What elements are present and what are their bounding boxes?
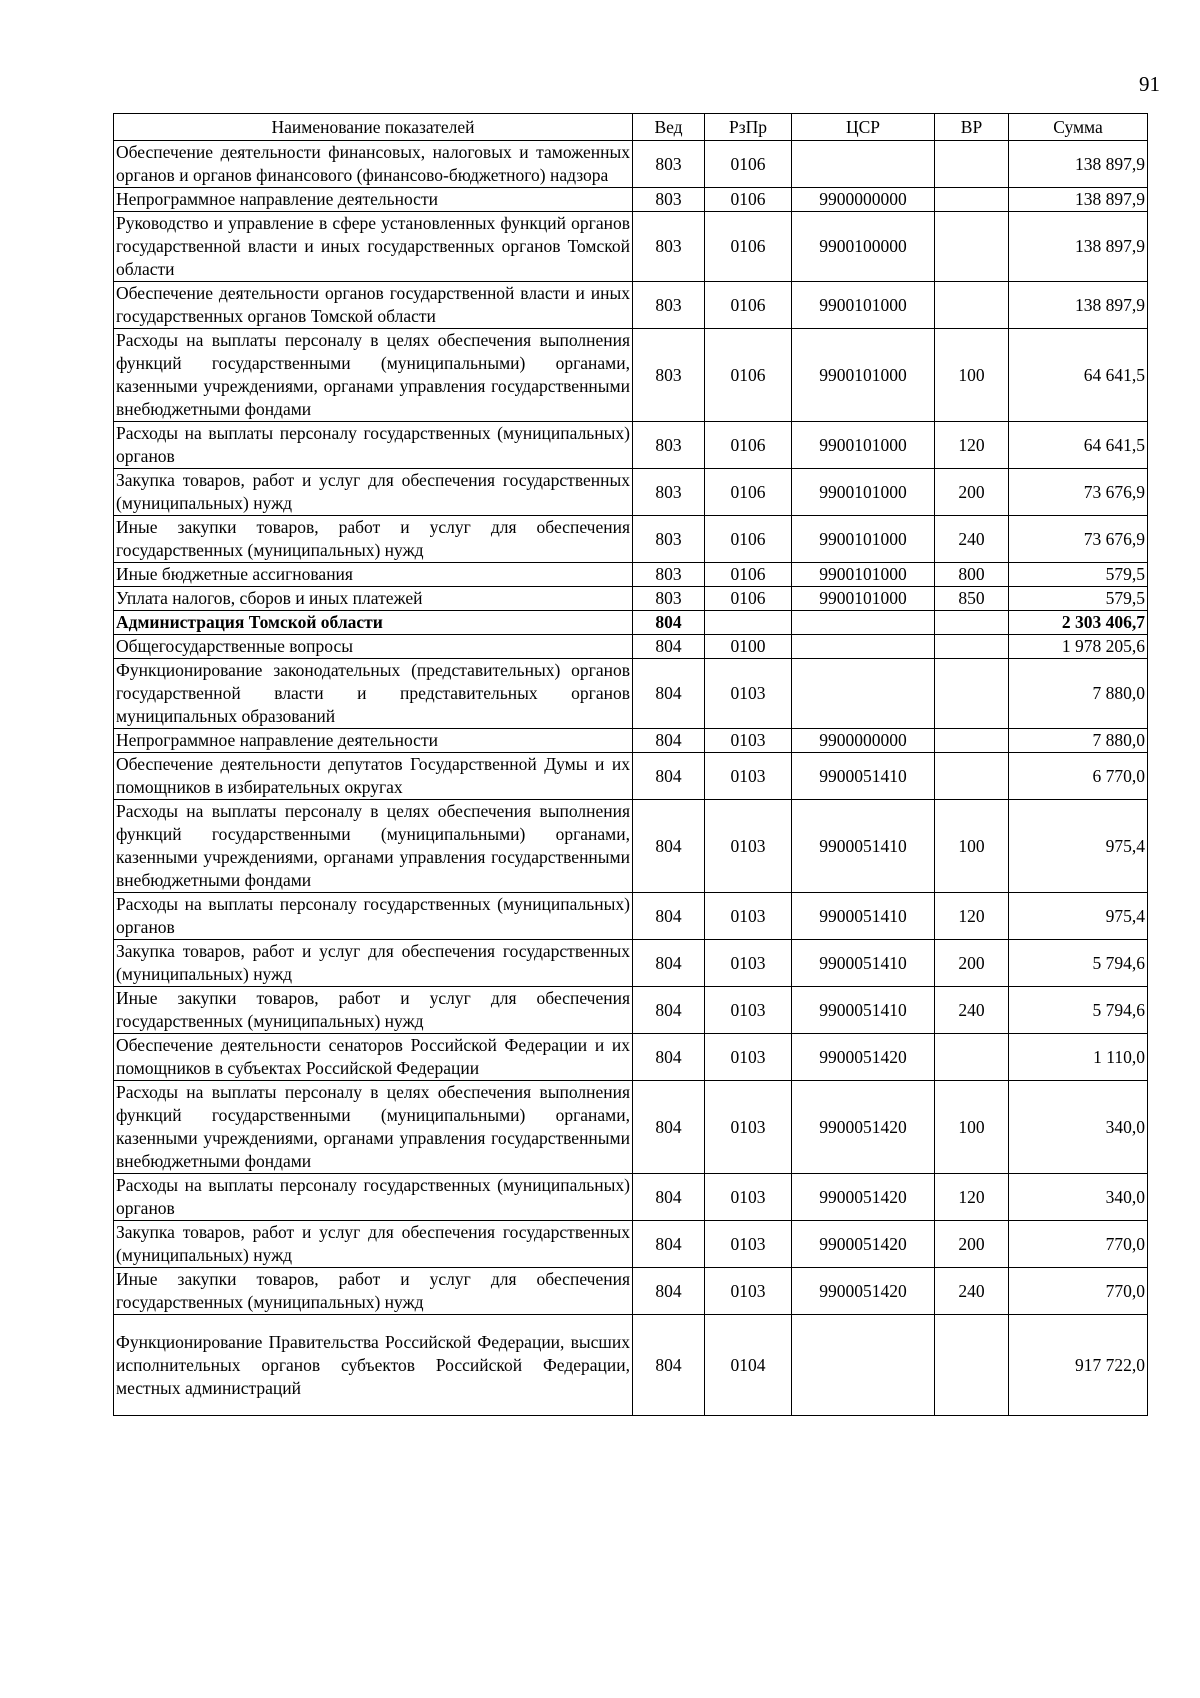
cell-sum: 340,0 — [1009, 1174, 1148, 1221]
cell-ved: 803 — [633, 469, 705, 516]
header-rzpr: РзПр — [705, 114, 792, 141]
cell-ved: 804 — [633, 659, 705, 729]
cell-name: Расходы на выплаты персоналу в целях обеспечения выполнения функций государственными (муниципальными) органами, казенными учреждениями, органами управления государственными внебюджетными фондами — [114, 329, 633, 422]
cell-name: Непрограммное направление деятельности — [114, 188, 633, 212]
cell-vr: 200 — [935, 469, 1009, 516]
cell-ved: 803 — [633, 516, 705, 563]
cell-sum: 975,4 — [1009, 893, 1148, 940]
cell-vr — [935, 141, 1009, 188]
cell-sum: 138 897,9 — [1009, 282, 1148, 329]
cell-rzpr: 0106 — [705, 329, 792, 422]
cell-csr: 9900051420 — [792, 1034, 935, 1081]
cell-vr — [935, 1315, 1009, 1416]
cell-rzpr: 0106 — [705, 188, 792, 212]
cell-rzpr: 0103 — [705, 940, 792, 987]
cell-csr — [792, 1315, 935, 1416]
cell-ved: 803 — [633, 422, 705, 469]
table-header-row — [114, 114, 1148, 141]
cell-name: Иные бюджетные ассигнования — [114, 563, 633, 587]
cell-name: Общегосударственные вопросы — [114, 635, 633, 659]
cell-csr: 9900100000 — [792, 212, 935, 282]
cell-csr: 9900101000 — [792, 563, 935, 587]
table-row — [114, 1221, 1148, 1268]
cell-rzpr: 0106 — [705, 282, 792, 329]
cell-sum: 138 897,9 — [1009, 212, 1148, 282]
table-row — [114, 1268, 1148, 1315]
cell-rzpr: 0106 — [705, 563, 792, 587]
budget-table — [113, 113, 1148, 1416]
cell-rzpr: 0103 — [705, 1268, 792, 1315]
cell-sum: 5 794,6 — [1009, 940, 1148, 987]
cell-ved: 804 — [633, 893, 705, 940]
cell-vr: 240 — [935, 1268, 1009, 1315]
cell-vr: 120 — [935, 893, 1009, 940]
cell-name: Обеспечение деятельности органов государственной власти и иных государственных органов Томской области — [114, 282, 633, 329]
cell-name: Расходы на выплаты персоналу государственных (муниципальных) органов — [114, 1174, 633, 1221]
table-row — [114, 753, 1148, 800]
cell-vr — [935, 188, 1009, 212]
cell-name: Администрация Томской области — [114, 611, 633, 635]
cell-csr: 9900051420 — [792, 1221, 935, 1268]
cell-name: Обеспечение деятельности сенаторов Российской Федерации и их помощников в субъектах Российской Федерации — [114, 1034, 633, 1081]
cell-name: Закупка товаров, работ и услуг для обеспечения государственных (муниципальных) нужд — [114, 469, 633, 516]
header-csr: ЦСР — [792, 114, 935, 141]
cell-vr — [935, 753, 1009, 800]
cell-vr: 800 — [935, 563, 1009, 587]
cell-vr: 100 — [935, 329, 1009, 422]
cell-sum: 7 880,0 — [1009, 729, 1148, 753]
cell-name: Иные закупки товаров, работ и услуг для обеспечения государственных (муниципальных) нужд — [114, 1268, 633, 1315]
cell-rzpr: 0106 — [705, 469, 792, 516]
table-row — [114, 635, 1148, 659]
cell-csr — [792, 635, 935, 659]
cell-ved: 804 — [633, 987, 705, 1034]
cell-csr: 9900051410 — [792, 987, 935, 1034]
cell-name: Непрограммное направление деятельности — [114, 729, 633, 753]
cell-vr — [935, 282, 1009, 329]
cell-rzpr: 0106 — [705, 212, 792, 282]
cell-sum: 138 897,9 — [1009, 141, 1148, 188]
cell-sum: 73 676,9 — [1009, 469, 1148, 516]
cell-rzpr: 0103 — [705, 753, 792, 800]
cell-csr: 9900101000 — [792, 282, 935, 329]
cell-ved: 804 — [633, 1221, 705, 1268]
cell-name: Расходы на выплаты персоналу в целях обеспечения выполнения функций государственными (муниципальными) органами, казенными учреждениями, органами управления государственными внебюджетными фондами — [114, 800, 633, 893]
table-row — [114, 212, 1148, 282]
cell-csr: 9900000000 — [792, 188, 935, 212]
cell-name: Иные закупки товаров, работ и услуг для обеспечения государственных (муниципальных) нужд — [114, 987, 633, 1034]
cell-ved: 804 — [633, 940, 705, 987]
cell-name: Расходы на выплаты персоналу государственных (муниципальных) органов — [114, 893, 633, 940]
cell-rzpr: 0103 — [705, 1221, 792, 1268]
table-row — [114, 516, 1148, 563]
table-row — [114, 1315, 1148, 1416]
cell-sum: 5 794,6 — [1009, 987, 1148, 1034]
header-ved: Вед — [633, 114, 705, 141]
table-row — [114, 282, 1148, 329]
table-row — [114, 800, 1148, 893]
cell-csr: 9900051420 — [792, 1174, 935, 1221]
table-row — [114, 469, 1148, 516]
cell-sum: 770,0 — [1009, 1268, 1148, 1315]
cell-csr: 9900000000 — [792, 729, 935, 753]
cell-rzpr: 0106 — [705, 422, 792, 469]
cell-rzpr: 0103 — [705, 800, 792, 893]
cell-name: Руководство и управление в сфере установленных функций органов государственной власти и иных государственных органов Томской области — [114, 212, 633, 282]
cell-rzpr: 0103 — [705, 659, 792, 729]
cell-ved: 803 — [633, 563, 705, 587]
cell-rzpr: 0103 — [705, 1034, 792, 1081]
cell-name: Функционирование законодательных (представительных) органов государственной власти и представительных органов муниципальных образований — [114, 659, 633, 729]
cell-sum: 138 897,9 — [1009, 188, 1148, 212]
cell-rzpr — [705, 611, 792, 635]
cell-vr: 100 — [935, 1081, 1009, 1174]
cell-ved: 804 — [633, 1315, 705, 1416]
cell-sum: 340,0 — [1009, 1081, 1148, 1174]
table-row — [114, 329, 1148, 422]
cell-rzpr: 0103 — [705, 893, 792, 940]
cell-csr: 9900051410 — [792, 940, 935, 987]
cell-sum: 64 641,5 — [1009, 422, 1148, 469]
cell-ved: 804 — [633, 753, 705, 800]
header-name: Наименование показателей — [114, 114, 633, 141]
cell-name: Закупка товаров, работ и услуг для обеспечения государственных (муниципальных) нужд — [114, 940, 633, 987]
cell-name: Обеспечение деятельности финансовых, налоговых и таможенных органов и органов финансового (финансово-бюджетного) надзора — [114, 141, 633, 188]
cell-vr: 100 — [935, 800, 1009, 893]
table-row — [114, 1081, 1148, 1174]
cell-sum: 770,0 — [1009, 1221, 1148, 1268]
cell-name: Обеспечение деятельности депутатов Государственной Думы и их помощников в избирательных округах — [114, 753, 633, 800]
cell-csr: 9900051410 — [792, 753, 935, 800]
table-row — [114, 141, 1148, 188]
cell-rzpr: 0103 — [705, 987, 792, 1034]
cell-sum: 64 641,5 — [1009, 329, 1148, 422]
table-row — [114, 188, 1148, 212]
cell-csr: 9900101000 — [792, 587, 935, 611]
cell-rzpr: 0103 — [705, 1174, 792, 1221]
cell-vr: 120 — [935, 422, 1009, 469]
table-row — [114, 563, 1148, 587]
cell-sum: 1 110,0 — [1009, 1034, 1148, 1081]
cell-rzpr: 0104 — [705, 1315, 792, 1416]
cell-sum: 7 880,0 — [1009, 659, 1148, 729]
cell-name: Иные закупки товаров, работ и услуг для обеспечения государственных (муниципальных) нужд — [114, 516, 633, 563]
cell-vr: 240 — [935, 987, 1009, 1034]
cell-sum: 975,4 — [1009, 800, 1148, 893]
cell-csr — [792, 141, 935, 188]
cell-ved: 803 — [633, 141, 705, 188]
cell-csr: 9900101000 — [792, 329, 935, 422]
cell-ved: 803 — [633, 188, 705, 212]
cell-csr: 9900051420 — [792, 1081, 935, 1174]
cell-csr — [792, 659, 935, 729]
cell-vr — [935, 729, 1009, 753]
cell-vr — [935, 635, 1009, 659]
cell-rzpr: 0100 — [705, 635, 792, 659]
cell-csr — [792, 611, 935, 635]
cell-sum: 1 978 205,6 — [1009, 635, 1148, 659]
table-row — [114, 659, 1148, 729]
cell-ved: 804 — [633, 1081, 705, 1174]
cell-sum: 2 303 406,7 — [1009, 611, 1148, 635]
table-row — [114, 422, 1148, 469]
cell-csr: 9900051410 — [792, 800, 935, 893]
cell-name: Расходы на выплаты персоналу государственных (муниципальных) органов — [114, 422, 633, 469]
cell-ved: 804 — [633, 635, 705, 659]
cell-ved: 803 — [633, 212, 705, 282]
cell-ved: 804 — [633, 1034, 705, 1081]
cell-csr: 9900051410 — [792, 893, 935, 940]
table-row — [114, 987, 1148, 1034]
cell-vr: 200 — [935, 940, 1009, 987]
cell-vr — [935, 611, 1009, 635]
cell-name: Функционирование Правительства Российской Федерации, высших исполнительных органов субъектов Российской Федерации, местных администраций — [114, 1315, 633, 1416]
cell-vr — [935, 659, 1009, 729]
table-row — [114, 940, 1148, 987]
cell-vr: 850 — [935, 587, 1009, 611]
cell-ved: 804 — [633, 1174, 705, 1221]
cell-sum: 73 676,9 — [1009, 516, 1148, 563]
cell-ved: 804 — [633, 800, 705, 893]
cell-csr: 9900101000 — [792, 422, 935, 469]
cell-rzpr: 0103 — [705, 729, 792, 753]
cell-vr: 240 — [935, 516, 1009, 563]
cell-rzpr: 0106 — [705, 141, 792, 188]
cell-sum: 6 770,0 — [1009, 753, 1148, 800]
table-row — [114, 893, 1148, 940]
cell-rzpr: 0103 — [705, 1081, 792, 1174]
cell-name: Закупка товаров, работ и услуг для обеспечения государственных (муниципальных) нужд — [114, 1221, 633, 1268]
cell-ved: 804 — [633, 611, 705, 635]
cell-sum: 579,5 — [1009, 587, 1148, 611]
cell-vr — [935, 212, 1009, 282]
cell-vr: 120 — [935, 1174, 1009, 1221]
cell-ved: 803 — [633, 282, 705, 329]
cell-vr — [935, 1034, 1009, 1081]
cell-rzpr: 0106 — [705, 516, 792, 563]
cell-csr: 9900101000 — [792, 469, 935, 516]
cell-name: Уплата налогов, сборов и иных платежей — [114, 587, 633, 611]
cell-csr: 9900101000 — [792, 516, 935, 563]
table-row — [114, 611, 1148, 635]
page-number: 91 — [1139, 72, 1160, 96]
table-body — [114, 141, 1148, 1416]
cell-ved: 804 — [633, 1268, 705, 1315]
table-row — [114, 1034, 1148, 1081]
cell-vr: 200 — [935, 1221, 1009, 1268]
cell-ved: 803 — [633, 587, 705, 611]
header-sum: Сумма — [1009, 114, 1148, 141]
cell-name: Расходы на выплаты персоналу в целях обеспечения выполнения функций государственными (муниципальными) органами, казенными учреждениями, органами управления государственными внебюджетными фондами — [114, 1081, 633, 1174]
cell-rzpr: 0106 — [705, 587, 792, 611]
table-row — [114, 1174, 1148, 1221]
cell-sum: 917 722,0 — [1009, 1315, 1148, 1416]
table-row — [114, 587, 1148, 611]
cell-sum: 579,5 — [1009, 563, 1148, 587]
header-vr: ВР — [935, 114, 1009, 141]
cell-ved: 804 — [633, 729, 705, 753]
cell-csr: 9900051420 — [792, 1268, 935, 1315]
table-row — [114, 729, 1148, 753]
cell-ved: 803 — [633, 329, 705, 422]
